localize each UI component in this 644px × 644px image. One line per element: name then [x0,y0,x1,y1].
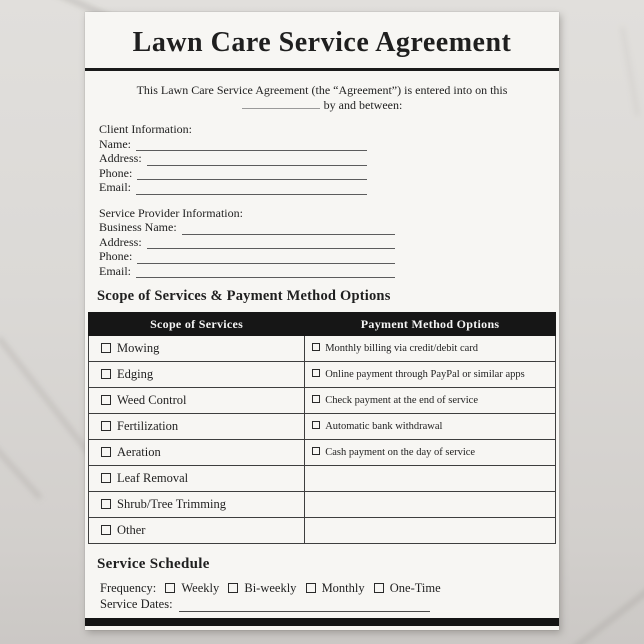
payment-cell-empty [305,492,556,518]
checkbox-fertilization[interactable] [101,421,111,431]
checkbox-weekly[interactable] [165,583,175,593]
checkbox-online-payment[interactable] [312,369,320,377]
provider-address-row [99,235,395,250]
provider-phone-row [99,249,395,264]
title-divider [85,68,559,71]
payment-label: Online payment through PayPal or similar apps [325,369,525,380]
service-cell [89,388,305,414]
checkbox-aeration[interactable] [101,447,111,457]
client-name-blank[interactable] [136,140,367,151]
provider-email-label: Email: [99,263,131,278]
services-payment-table [88,312,556,544]
frequency-row [100,581,559,596]
checkbox-mowing[interactable] [101,343,111,353]
provider-phone-blank[interactable] [137,253,395,264]
service-label: Edging [117,367,154,381]
frequency-option-biweekly [228,581,296,595]
service-cell [89,518,305,544]
client-name-row [99,137,367,152]
provider-business-name-label: Business Name: [99,220,177,234]
provider-address-blank[interactable] [147,238,395,249]
frequency-option-label: Monthly [321,581,365,595]
service-dates-row [100,597,430,612]
payment-label: Automatic bank withdrawal [325,421,443,432]
client-name-label: Name: [99,136,131,151]
provider-business-name-row [99,220,395,235]
table-header-row [89,313,556,336]
checkbox-biweekly[interactable] [228,583,238,593]
client-phone-row [99,166,367,181]
table-row [89,388,556,414]
client-email-blank[interactable] [136,184,367,195]
frequency-option-monthly [306,581,365,595]
service-label: Leaf Removal [117,471,189,485]
payment-cell [305,362,556,388]
service-cell [89,414,305,440]
frequency-option-one-time [374,581,441,595]
table-row [89,414,556,440]
client-information-block [99,122,559,195]
frequency-option-weekly [165,581,219,595]
table-row [89,362,556,388]
intro-text-line2 [85,98,559,113]
client-email-row [99,180,367,195]
checkbox-monthly-billing[interactable] [312,343,320,351]
checkbox-one-time[interactable] [374,583,384,593]
client-address-row [99,151,367,166]
provider-phone-label: Phone: [99,249,133,263]
intro-text-line1: This Lawn Care Service Agreement (the “Agreement”) is entered into on this [136,83,508,97]
payment-label: Cash payment on the day of service [325,447,476,458]
service-label: Aeration [117,445,161,459]
service-cell [89,466,305,492]
intro-line2-suffix: by and between: [323,97,403,112]
payment-cell [305,336,556,362]
service-label: Other [117,523,146,537]
agreement-date-blank[interactable] [242,98,320,109]
payment-label: Check payment at the end of service [325,395,478,406]
service-label: Fertilization [117,419,179,433]
service-cell [89,362,305,388]
service-dates-label: Service Dates: [100,597,173,611]
scope-of-services-header: Scope of Services [89,313,305,336]
table-row [89,440,556,466]
checkbox-check-payment[interactable] [312,395,320,403]
checkbox-weed-control[interactable] [101,395,111,405]
payment-cell [305,440,556,466]
scope-section-heading: Scope of Services & Payment Method Options [97,288,391,304]
checkbox-bank-withdrawal[interactable] [312,421,320,429]
provider-business-name-blank[interactable] [182,224,395,235]
frequency-option-label: One-Time [389,581,441,595]
provider-email-blank[interactable] [136,267,395,278]
client-address-label: Address: [99,151,142,165]
schedule-section-heading: Service Schedule [97,556,210,572]
frequency-label: Frequency: [100,581,157,595]
payment-cell [305,414,556,440]
checkbox-monthly[interactable] [306,583,316,593]
service-label: Weed Control [117,393,187,407]
client-info-heading: Client Information: [99,122,192,136]
document-title: Lawn Care Service Agreement [132,27,512,58]
checkbox-cash-payment[interactable] [312,447,320,455]
service-label: Shrub/Tree Trimming [117,497,226,511]
provider-info-heading: Service Provider Information: [99,205,243,220]
service-cell [89,440,305,466]
payment-cell-empty [305,466,556,492]
footer-bar [85,618,559,626]
frequency-option-label: Bi-weekly [244,581,297,595]
intro-paragraph [85,83,559,112]
marble-vein [571,574,644,644]
checkbox-leaf-removal[interactable] [101,473,111,483]
marble-vein [621,27,640,116]
table-row [89,336,556,362]
client-address-blank[interactable] [147,155,367,166]
service-cell [89,492,305,518]
provider-email-row [99,264,395,279]
service-label: Mowing [117,341,160,355]
checkbox-shrub-tree-trimming[interactable] [101,499,111,509]
client-email-label: Email: [99,180,131,194]
frequency-option-label: Weekly [181,581,220,595]
checkbox-edging[interactable] [101,369,111,379]
service-dates-blank[interactable] [179,600,430,612]
payment-cell-empty [305,518,556,544]
agreement-flyer [85,12,559,630]
service-cell [89,336,305,362]
payment-cell [305,388,556,414]
marble-vein [0,337,93,458]
provider-address-label: Address: [99,234,142,249]
checkbox-other[interactable] [101,525,111,535]
client-phone-label: Phone: [99,165,133,180]
client-phone-blank[interactable] [137,169,367,180]
table-row [89,466,556,492]
table-row [89,518,556,544]
payment-label: Monthly billing via credit/debit card [325,343,479,354]
payment-method-options-header: Payment Method Options [305,313,556,336]
provider-information-block [99,206,559,279]
marble-vein [0,445,42,500]
table-row [89,492,556,518]
